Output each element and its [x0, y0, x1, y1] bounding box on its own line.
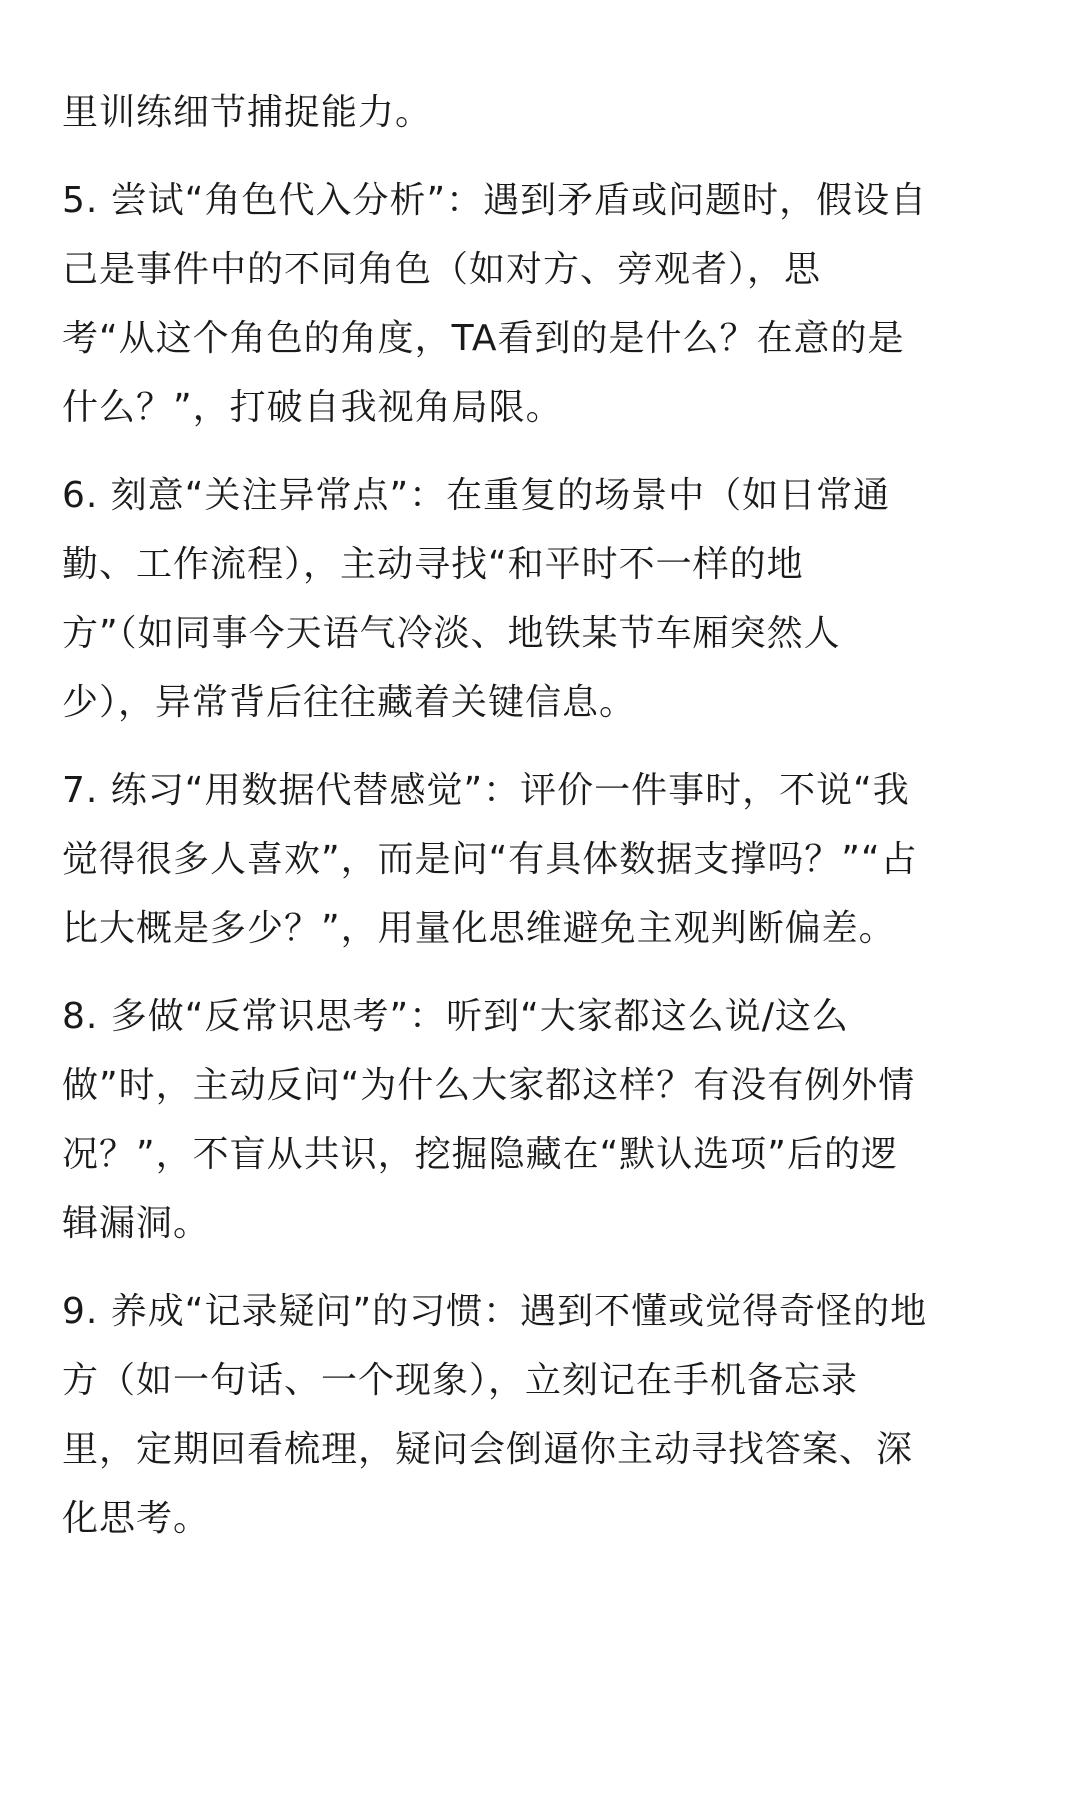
- paragraph-item-7: [62, 756, 1032, 963]
- text-line: 什么？”，打破自我视角局限。: [62, 387, 563, 428]
- text-line: 里，定期回看梳理，疑问会倒逼你主动寻找答案、深: [62, 1429, 914, 1470]
- text-line: 少），异常背后往往藏着关键信息。: [62, 682, 637, 723]
- text-line: 己是事件中的不同角色（如对方、旁观者），思: [62, 249, 822, 290]
- text-line: 6. 刻意“关注异常点”：在重复的场景中（如日常通: [62, 475, 891, 516]
- text-line: 况？”，不盲从共识，挖掘隐藏在“默认选项”后的逻: [62, 1134, 898, 1175]
- text-line: 做”时，主动反问“为什么大家都这样？有没有例外情: [62, 1065, 916, 1106]
- article-body: [62, 78, 1032, 1553]
- text-line: 8. 多做“反常识思考”：听到“大家都这么说/这么: [62, 996, 849, 1037]
- text-line: 方”（如同事今天语气冷淡、地铁某节车厢突然人: [62, 613, 841, 654]
- paragraph-item-6: [62, 461, 1032, 737]
- paragraph-item-8: [62, 982, 1032, 1258]
- text-line: 9. 养成“记录疑问”的习惯：遇到不懂或觉得奇怪的地: [62, 1291, 928, 1332]
- paragraph-item-9: [62, 1277, 1032, 1553]
- text-line: 勤、工作流程），主动寻找“和平时不一样的地: [62, 544, 804, 585]
- paragraph-item-5: [62, 166, 1032, 442]
- text-line: 考“从这个角色的角度，TA看到的是什么？在意的是: [62, 318, 905, 359]
- text-line: 辑漏洞。: [62, 1203, 211, 1244]
- text-line: 里训练细节捕捉能力。: [62, 92, 433, 133]
- text-line: 方（如一句话、一个现象），立刻记在手机备忘录: [62, 1360, 859, 1401]
- paragraph-intro-continuation: [62, 78, 1032, 147]
- text-line: 觉得很多人喜欢”，而是问“有具体数据支撑吗？”“占: [62, 839, 918, 880]
- text-line: 化思考。: [62, 1498, 211, 1539]
- text-line: 7. 练习“用数据代替感觉”：评价一件事时，不说“我: [62, 770, 910, 811]
- text-line: 5. 尝试“角色代入分析”：遇到矛盾或问题时，假设自: [62, 180, 928, 221]
- text-line: 比大概是多少？”，用量化思维避免主观判断偏差。: [62, 908, 896, 949]
